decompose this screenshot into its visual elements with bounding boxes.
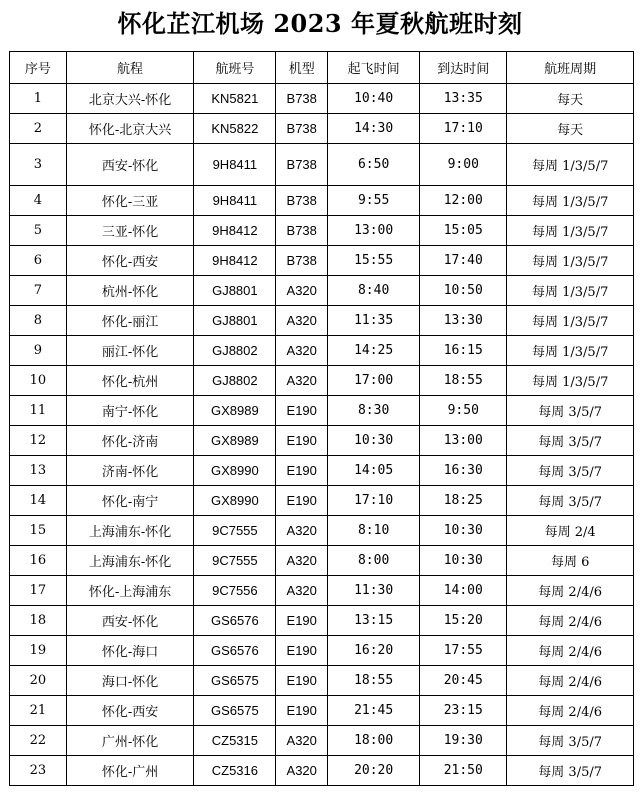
cell-seq: 11	[10, 396, 67, 426]
cell-aircraft-type: A320	[276, 306, 328, 336]
cell-route: 上海浦东-怀化	[66, 546, 194, 576]
cell-departure-time: 17:10	[328, 486, 420, 516]
cell-seq: 1	[10, 84, 67, 114]
cell-seq: 16	[10, 546, 67, 576]
cell-departure-time: 21:45	[328, 696, 420, 726]
table-row	[10, 756, 634, 786]
cell-flight-period: 每周 6	[507, 546, 634, 576]
cell-seq: 15	[10, 516, 67, 546]
cell-aircraft-type: A320	[276, 546, 328, 576]
cell-seq: 5	[10, 216, 67, 246]
cell-flight-number: KN5822	[194, 114, 276, 144]
cell-flight-period: 每周 1/3/5/7	[507, 306, 634, 336]
cell-departure-time: 14:25	[328, 336, 420, 366]
cell-flight-number: 9H8412	[194, 246, 276, 276]
document-title: 怀化芷江机场 2023 年夏秋航班时刻	[117, 9, 523, 38]
cell-aircraft-type: A320	[276, 576, 328, 606]
cell-arrival-time: 19:30	[420, 726, 507, 756]
cell-departure-time: 14:05	[328, 456, 420, 486]
cell-departure-time: 13:15	[328, 606, 420, 636]
cell-flight-number: GX8990	[194, 486, 276, 516]
cell-flight-number: GS6575	[194, 696, 276, 726]
cell-flight-number: CZ5316	[194, 756, 276, 786]
cell-departure-time: 8:10	[328, 516, 420, 546]
cell-flight-number: 9C7556	[194, 576, 276, 606]
cell-departure-time: 10:30	[328, 426, 420, 456]
cell-route: 广州-怀化	[66, 726, 194, 756]
cell-aircraft-type: E190	[276, 696, 328, 726]
cell-aircraft-type: A320	[276, 276, 328, 306]
cell-departure-time: 13:00	[328, 216, 420, 246]
table-row	[10, 186, 634, 216]
table-row	[10, 576, 634, 606]
cell-aircraft-type: A320	[276, 336, 328, 366]
cell-arrival-time: 17:10	[420, 114, 507, 144]
cell-seq: 4	[10, 186, 67, 216]
cell-arrival-time: 17:55	[420, 636, 507, 666]
cell-arrival-time: 20:45	[420, 666, 507, 696]
cell-seq: 9	[10, 336, 67, 366]
cell-flight-number: KN5821	[194, 84, 276, 114]
cell-flight-number: GX8989	[194, 426, 276, 456]
cell-departure-time: 20:20	[328, 756, 420, 786]
table-row	[10, 246, 634, 276]
cell-flight-period: 每周 1/3/5/7	[507, 216, 634, 246]
table-row	[10, 336, 634, 366]
header-departure-time: 起飞时间	[328, 52, 420, 84]
cell-aircraft-type: B738	[276, 186, 328, 216]
cell-flight-number: 9H8411	[194, 144, 276, 186]
table-row	[10, 366, 634, 396]
table-row	[10, 486, 634, 516]
table-row	[10, 726, 634, 756]
cell-aircraft-type: E190	[276, 396, 328, 426]
cell-flight-number: GJ8802	[194, 366, 276, 396]
cell-flight-number: GX8990	[194, 456, 276, 486]
cell-seq: 22	[10, 726, 67, 756]
cell-departure-time: 18:55	[328, 666, 420, 696]
cell-arrival-time: 10:50	[420, 276, 507, 306]
cell-aircraft-type: B738	[276, 144, 328, 186]
header-seq: 序号	[10, 52, 67, 84]
table-body	[10, 84, 634, 786]
table-row	[10, 456, 634, 486]
cell-aircraft-type: B738	[276, 84, 328, 114]
cell-route: 北京大兴-怀化	[66, 84, 194, 114]
cell-route: 怀化-上海浦东	[66, 576, 194, 606]
cell-route: 南宁-怀化	[66, 396, 194, 426]
cell-departure-time: 8:00	[328, 546, 420, 576]
cell-departure-time: 14:30	[328, 114, 420, 144]
cell-departure-time: 15:55	[328, 246, 420, 276]
cell-aircraft-type: A320	[276, 516, 328, 546]
cell-departure-time: 16:20	[328, 636, 420, 666]
cell-flight-number: GS6576	[194, 636, 276, 666]
cell-arrival-time: 10:30	[420, 546, 507, 576]
table-row	[10, 216, 634, 246]
cell-aircraft-type: E190	[276, 606, 328, 636]
cell-departure-time: 11:30	[328, 576, 420, 606]
cell-seq: 13	[10, 456, 67, 486]
cell-flight-number: 9H8412	[194, 216, 276, 246]
cell-flight-period: 每周 2/4/6	[507, 696, 634, 726]
table-row	[10, 306, 634, 336]
cell-flight-period: 每周 2/4/6	[507, 666, 634, 696]
cell-flight-period: 每周 1/3/5/7	[507, 246, 634, 276]
cell-route: 怀化-西安	[66, 246, 194, 276]
cell-seq: 23	[10, 756, 67, 786]
table-header-row	[10, 52, 634, 84]
cell-arrival-time: 21:50	[420, 756, 507, 786]
cell-flight-period: 每周 3/5/7	[507, 396, 634, 426]
cell-arrival-time: 13:30	[420, 306, 507, 336]
cell-departure-time: 18:00	[328, 726, 420, 756]
cell-flight-period: 每周 2/4/6	[507, 636, 634, 666]
cell-aircraft-type: A320	[276, 366, 328, 396]
cell-flight-number: 9C7555	[194, 546, 276, 576]
cell-seq: 7	[10, 276, 67, 306]
table-row	[10, 396, 634, 426]
cell-flight-number: GS6575	[194, 666, 276, 696]
cell-route: 怀化-北京大兴	[66, 114, 194, 144]
cell-flight-period: 每周 2/4/6	[507, 606, 634, 636]
cell-seq: 21	[10, 696, 67, 726]
cell-seq: 8	[10, 306, 67, 336]
cell-arrival-time: 17:40	[420, 246, 507, 276]
table-row	[10, 606, 634, 636]
cell-route: 上海浦东-怀化	[66, 516, 194, 546]
cell-arrival-time: 15:20	[420, 606, 507, 636]
cell-aircraft-type: A320	[276, 756, 328, 786]
cell-arrival-time: 12:00	[420, 186, 507, 216]
cell-route: 怀化-广州	[66, 756, 194, 786]
cell-aircraft-type: E190	[276, 486, 328, 516]
cell-aircraft-type: E190	[276, 426, 328, 456]
cell-flight-number: GX8989	[194, 396, 276, 426]
cell-seq: 19	[10, 636, 67, 666]
cell-arrival-time: 18:25	[420, 486, 507, 516]
cell-flight-number: 9H8411	[194, 186, 276, 216]
cell-arrival-time: 16:30	[420, 456, 507, 486]
cell-seq: 18	[10, 606, 67, 636]
table-row	[10, 636, 634, 666]
table-row	[10, 546, 634, 576]
cell-route: 杭州-怀化	[66, 276, 194, 306]
header-flight-period: 航班周期	[507, 52, 634, 84]
cell-flight-period: 每周 3/5/7	[507, 486, 634, 516]
cell-arrival-time: 10:30	[420, 516, 507, 546]
cell-seq: 6	[10, 246, 67, 276]
cell-flight-period: 每周 1/3/5/7	[507, 144, 634, 186]
cell-seq: 12	[10, 426, 67, 456]
cell-aircraft-type: B738	[276, 216, 328, 246]
cell-arrival-time: 16:15	[420, 336, 507, 366]
table-row	[10, 666, 634, 696]
table-row	[10, 696, 634, 726]
cell-aircraft-type: E190	[276, 636, 328, 666]
cell-arrival-time: 15:05	[420, 216, 507, 246]
cell-aircraft-type: A320	[276, 726, 328, 756]
cell-flight-period: 每周 1/3/5/7	[507, 276, 634, 306]
cell-route: 西安-怀化	[66, 606, 194, 636]
cell-departure-time: 8:30	[328, 396, 420, 426]
cell-seq: 20	[10, 666, 67, 696]
cell-arrival-time: 13:35	[420, 84, 507, 114]
flight-schedule-table	[9, 51, 634, 786]
cell-route: 西安-怀化	[66, 144, 194, 186]
table-row	[10, 276, 634, 306]
header-aircraft-type: 机型	[276, 52, 328, 84]
table-row	[10, 84, 634, 114]
cell-flight-number: GJ8801	[194, 276, 276, 306]
cell-seq: 10	[10, 366, 67, 396]
cell-aircraft-type: B738	[276, 114, 328, 144]
cell-arrival-time: 9:00	[420, 144, 507, 186]
cell-flight-period: 每周 3/5/7	[507, 456, 634, 486]
cell-flight-number: GS6576	[194, 606, 276, 636]
cell-flight-number: GJ8802	[194, 336, 276, 366]
cell-flight-number: GJ8801	[194, 306, 276, 336]
header-flight-number: 航班号	[194, 52, 276, 84]
cell-arrival-time: 18:55	[420, 366, 507, 396]
cell-flight-period: 每周 3/5/7	[507, 426, 634, 456]
cell-route: 怀化-海口	[66, 636, 194, 666]
cell-arrival-time: 9:50	[420, 396, 507, 426]
cell-flight-period: 每周 1/3/5/7	[507, 186, 634, 216]
cell-flight-number: 9C7555	[194, 516, 276, 546]
table-row	[10, 114, 634, 144]
cell-aircraft-type: E190	[276, 666, 328, 696]
cell-flight-period: 每周 2/4/6	[507, 576, 634, 606]
table-row	[10, 516, 634, 546]
cell-route: 三亚-怀化	[66, 216, 194, 246]
cell-flight-period: 每周 2/4	[507, 516, 634, 546]
cell-aircraft-type: B738	[276, 246, 328, 276]
cell-departure-time: 11:35	[328, 306, 420, 336]
cell-flight-period: 每天	[507, 84, 634, 114]
cell-arrival-time: 23:15	[420, 696, 507, 726]
cell-flight-period: 每周 3/5/7	[507, 726, 634, 756]
cell-route: 怀化-南宁	[66, 486, 194, 516]
cell-seq: 14	[10, 486, 67, 516]
cell-arrival-time: 13:00	[420, 426, 507, 456]
cell-flight-period: 每周 1/3/5/7	[507, 336, 634, 366]
cell-departure-time: 8:40	[328, 276, 420, 306]
cell-arrival-time: 14:00	[420, 576, 507, 606]
table-row	[10, 144, 634, 186]
cell-route: 怀化-丽江	[66, 306, 194, 336]
cell-departure-time: 10:40	[328, 84, 420, 114]
cell-route: 怀化-三亚	[66, 186, 194, 216]
cell-route: 海口-怀化	[66, 666, 194, 696]
cell-flight-number: CZ5315	[194, 726, 276, 756]
cell-seq: 17	[10, 576, 67, 606]
header-route: 航程	[66, 52, 194, 84]
cell-seq: 2	[10, 114, 67, 144]
cell-route: 丽江-怀化	[66, 336, 194, 366]
cell-flight-period: 每周 3/5/7	[507, 756, 634, 786]
cell-departure-time: 6:50	[328, 144, 420, 186]
cell-departure-time: 17:00	[328, 366, 420, 396]
header-arrival-time: 到达时间	[420, 52, 507, 84]
cell-route: 怀化-西安	[66, 696, 194, 726]
cell-flight-period: 每周 1/3/5/7	[507, 366, 634, 396]
cell-seq: 3	[10, 144, 67, 186]
cell-route: 怀化-杭州	[66, 366, 194, 396]
cell-route: 怀化-济南	[66, 426, 194, 456]
cell-route: 济南-怀化	[66, 456, 194, 486]
cell-departure-time: 9:55	[328, 186, 420, 216]
cell-flight-period: 每天	[507, 114, 634, 144]
cell-aircraft-type: E190	[276, 456, 328, 486]
table-row	[10, 426, 634, 456]
